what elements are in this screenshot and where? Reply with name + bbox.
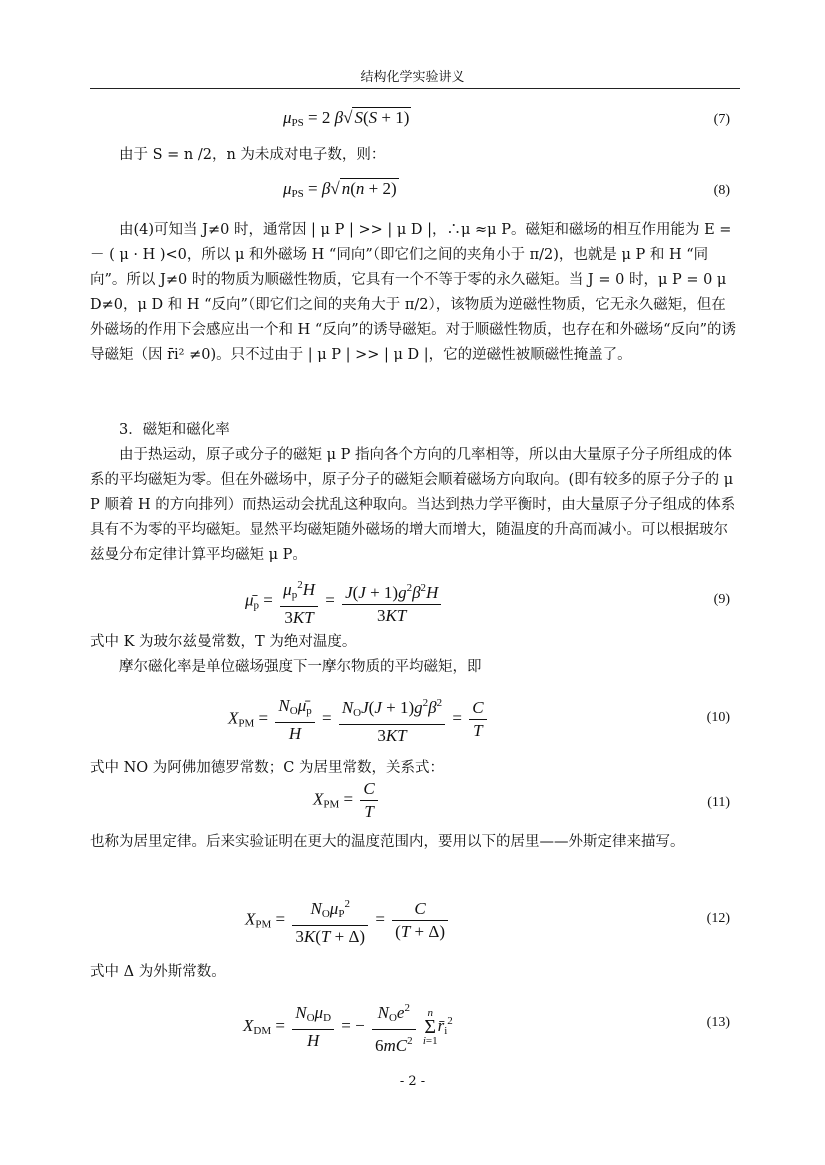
equation-number-12: (12) — [706, 911, 730, 926]
header-rule — [90, 88, 740, 89]
paragraph-curie-law: 也称为居里定律。后来实验证明在更大的温度范围内，要用以下的居里——外斯定律来描写。 — [90, 834, 685, 850]
equation-number-8: (8) — [713, 183, 730, 198]
running-header: 结构化学实验讲义 — [360, 70, 465, 85]
equation-10: $X_{PM}$ = $\frac{N_O\mū_p}{H}$ = $\frac{N_OJ(J + 1)g^2\beta^2}{3KT}$ = $\frac{C}{T}$ — [228, 692, 490, 747]
paragraph-avogadro-curie: 式中 NO 为阿佛加德罗常数；C 为居里常数，关系式： — [90, 760, 444, 776]
equation-number-9: (9) — [713, 592, 730, 607]
paragraph-boltzmann-constant: 式中 K 为玻尔兹曼常数，T 为绝对温度。 — [90, 634, 357, 650]
equation-13: $X_{DM}$ = $\frac{N_O\mu_D}{H}$ = − $\frac{N_Oe^2}{6mC^2}$ n Σ $i=1r̄_i^2$ — [243, 1002, 453, 1055]
equation-12: $X_{PM}$ = $\frac{N_O\mu_P^2}{3K(T + \Delta)}$ = $\frac{C}{(T + \Delta)}$ — [245, 893, 451, 948]
paragraph-weiss-constant: 式中 Δ 为外斯常数。 — [90, 964, 226, 980]
equation-number-7: (7) — [713, 112, 730, 127]
paragraph-paramagnetism: 由(4)可知当 J≠0 时，通常因 | μ P | >> | μ D |，∴μ ≈μ P。磁矩和磁场的相互作用能为 E = － ( μ · H )<0，所以 μ 和外磁场 H “同向”（即它们之间的夹角小于 π/2)，也就是 μ P 和 H “同向”。所以 J≠0 时的物质为顺磁性物质，它具有一个不等于零的永久磁矩。当 J = 0 时，μ P = 0 μ D≠0，μ D 和 H “反向”（即它们之间的夹角大于 π/2），该物质为逆磁性物质，它无永久磁矩，但在外磁场的作用下会感应出一个和 H “反向”的诱导磁矩。对于顺磁性物质，也存在和外磁场“反向”的诱导磁矩（因 r̄i² ≠0)。只不过由于 | μ P | >> | μ D |，它的逆磁性被顺磁性掩盖了。 — [90, 222, 737, 363]
paragraph-thermal-motion: 由于热运动，原子或分子的磁矩 μ P 指向各个方向的几率相等，所以由大量原子分子所组成的体系的平均磁矩为零。但在外磁场中，原子分子的磁矩会顺着磁场方向取向。(即有较多的原子分子的 μ P 顺着 H 的方向排列）而热运动会扰乱这种取向。当达到热力学平衡时，由大量原子分子组成的体系具有不为零的平均磁矩。显然平均磁矩随外磁场的增大而增大，随温度的升高而减小。可以根据玻尔兹曼分布定律计算平均磁矩 μ P。 — [90, 447, 736, 563]
section-heading-magnetic-susceptibility: 3．磁矩和磁化率 — [119, 422, 230, 438]
paragraph-unpaired-electrons: 由于 S = n /2，n 为未成对电子数，则： — [119, 147, 386, 163]
equation-7: $\mu_{PS} = 2$ β√ S(S + 1) — [283, 108, 410, 129]
equation-9: $\mū_p$ = $\frac{\mu_p^2H}{3KT}$ = $\frac{J(J + 1)g^2\beta^2H}{3KT}$ — [245, 574, 444, 629]
equation-number-13: (13) — [706, 1015, 730, 1030]
equation-8: $\mu_{PS} = \beta√$ n(n + 2) — [283, 179, 397, 200]
paragraph-molar-susceptibility: 摩尔磁化率是单位磁场强度下一摩尔物质的平均磁矩，即 — [119, 659, 482, 675]
page-number: - 2 - — [399, 1074, 426, 1089]
equation-number-11: (11) — [707, 795, 730, 810]
equation-11: $X_{PM}$ = $\frac{C}{T}$ — [313, 778, 381, 823]
equation-number-10: (10) — [706, 710, 730, 725]
